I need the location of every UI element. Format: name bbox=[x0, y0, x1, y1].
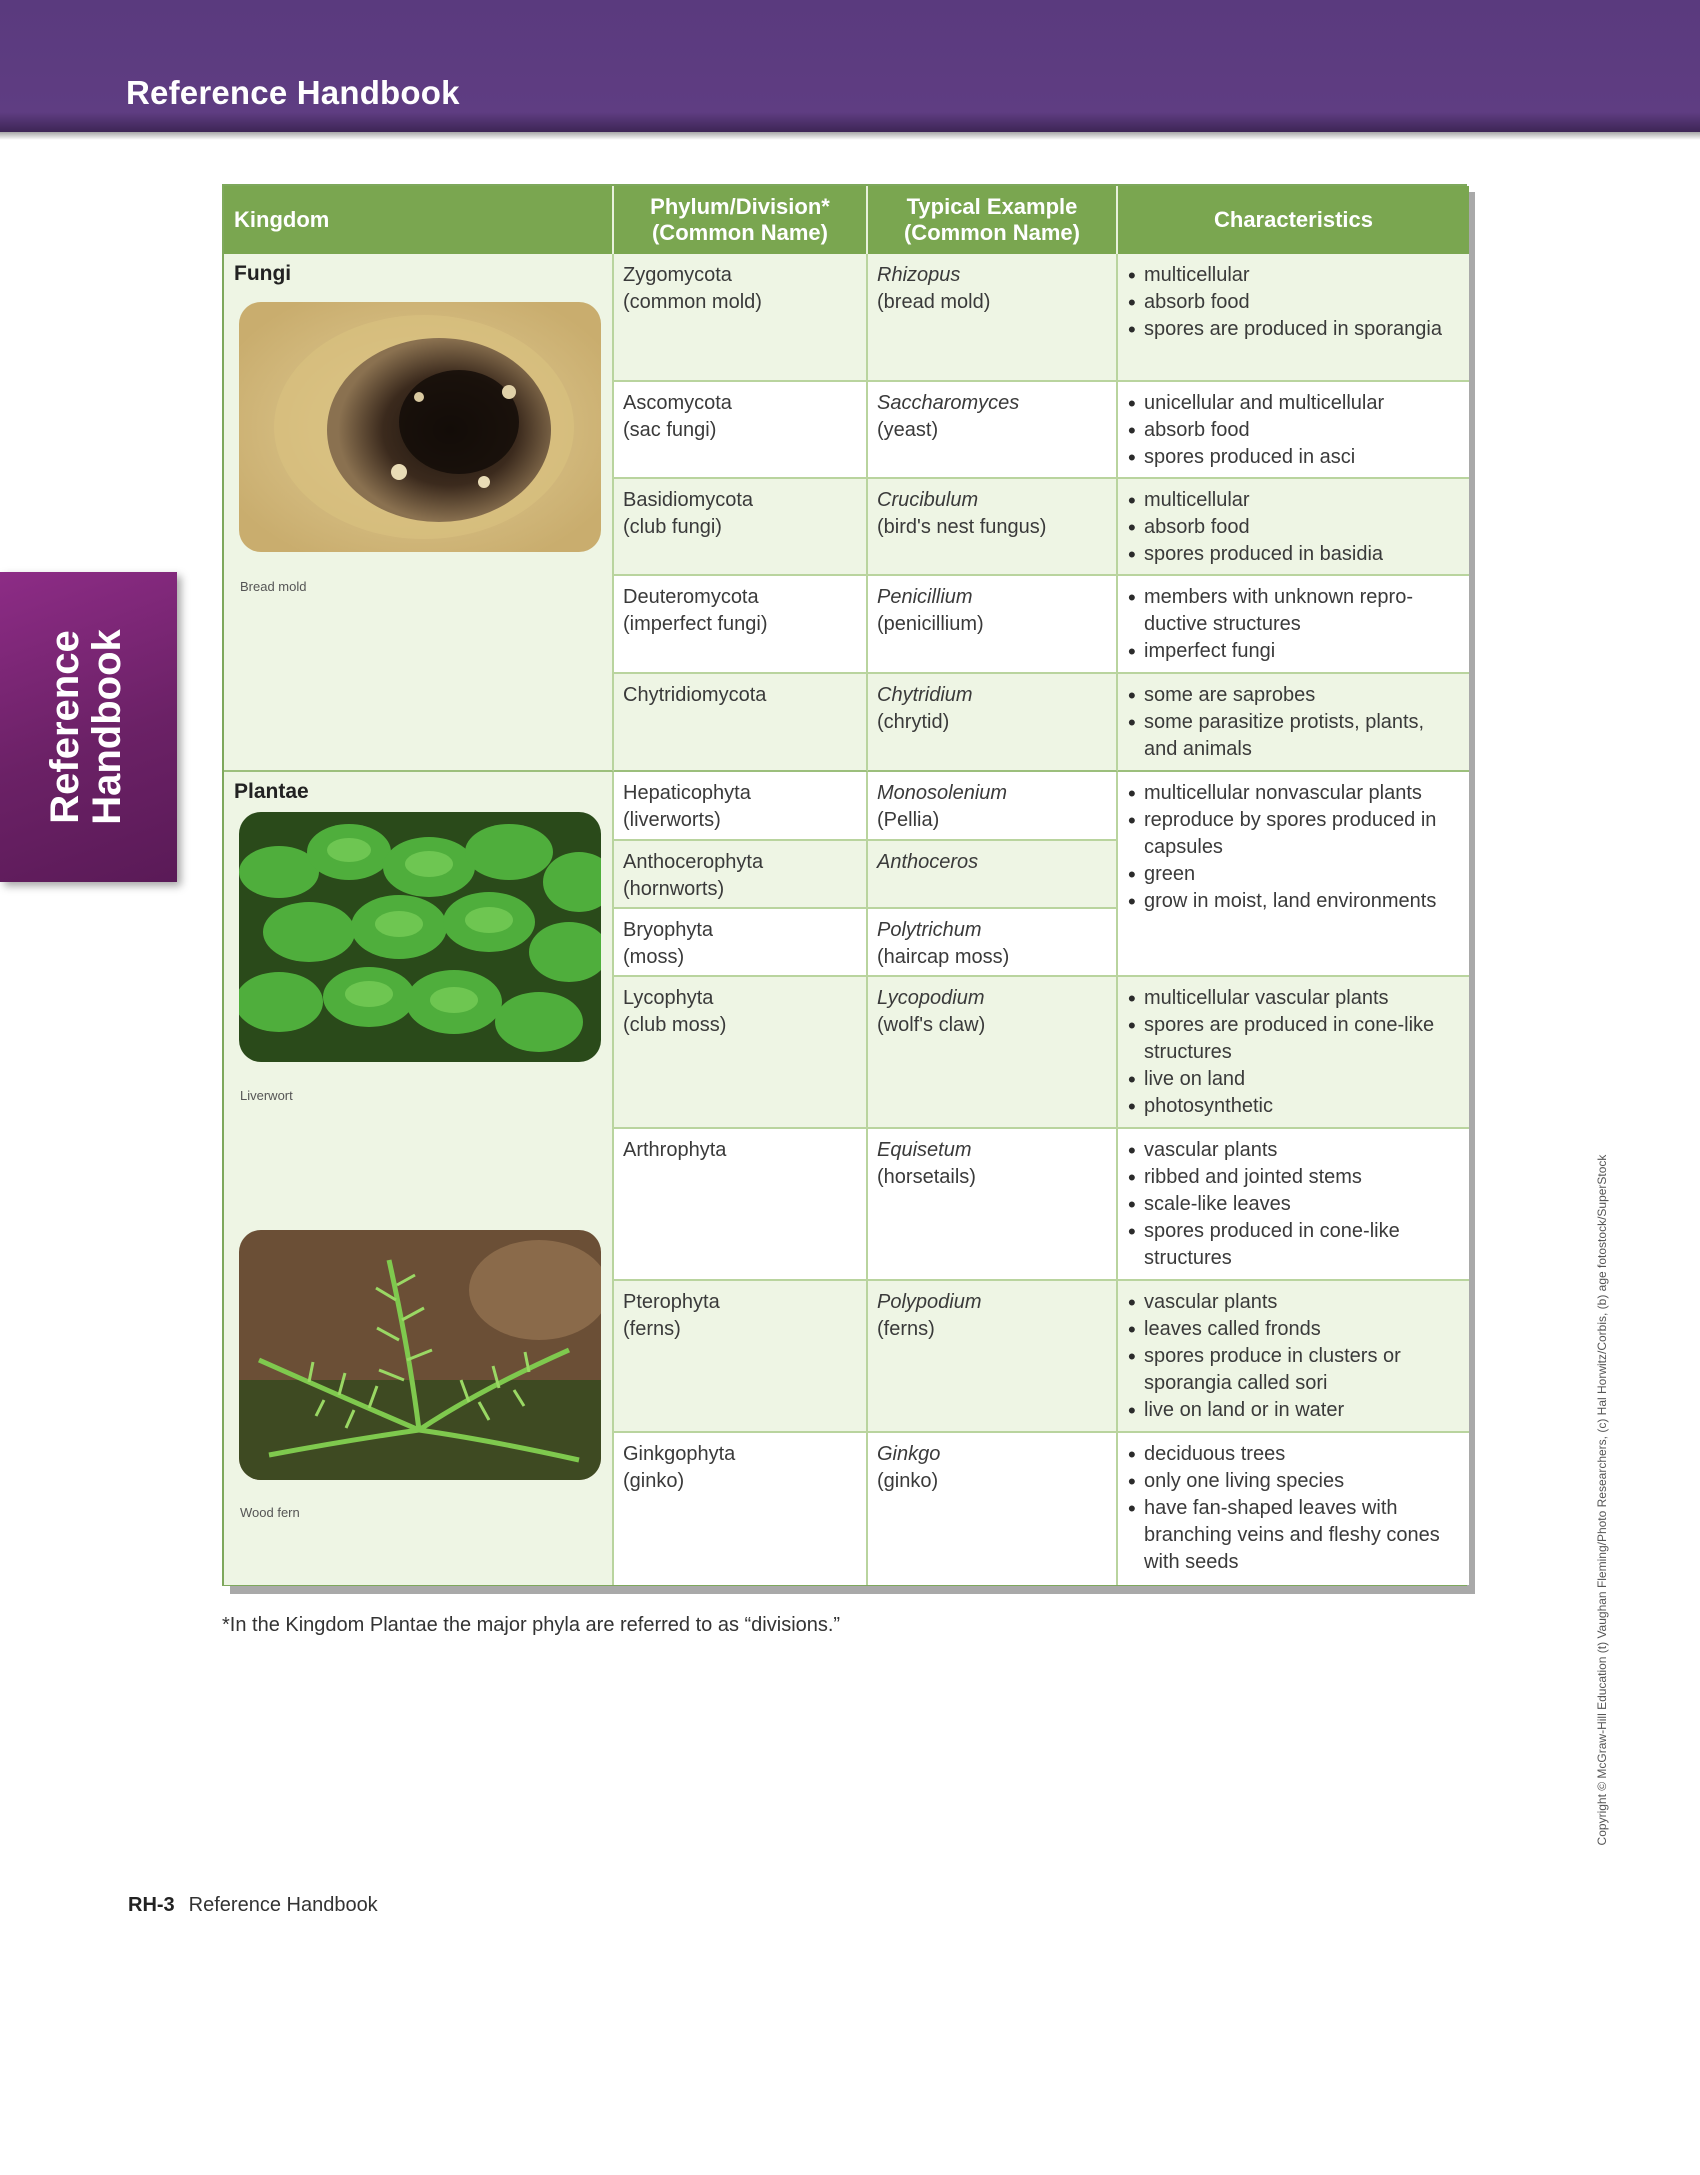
phylum-cell: Arthrophyta bbox=[614, 1129, 868, 1281]
characteristic-item: • spores produced in cone-like structures bbox=[1127, 1218, 1461, 1272]
example-cell: Equisetum (horsetails) bbox=[868, 1129, 1118, 1281]
characteristic-item: • live on land bbox=[1127, 1066, 1461, 1093]
characteristic-item: • green bbox=[1127, 861, 1461, 888]
characteristic-item: • spores produce in clusters or sporangia called sori bbox=[1127, 1343, 1461, 1397]
characteristic-item: • spores are produced in sporangia bbox=[1127, 316, 1461, 343]
kingdom-plantae bbox=[224, 772, 614, 1585]
characteristic-item: • spores produced in basidia bbox=[1127, 541, 1461, 568]
phylum-cell: Lycophyta (club moss) bbox=[614, 977, 868, 1129]
example-cell: Rhizopus (bread mold) bbox=[868, 254, 1118, 382]
photo-caption: Wood fern bbox=[240, 1505, 300, 1520]
characteristic-item: • ribbed and jointed stems bbox=[1127, 1164, 1461, 1191]
characteristic-item: • members with unknown repro- ductive structures bbox=[1127, 584, 1461, 638]
phylum-cell: Pterophyta (ferns) bbox=[614, 1281, 868, 1433]
characteristics-cell bbox=[1118, 977, 1469, 1129]
characteristic-item: • live on land or in water bbox=[1127, 1397, 1461, 1424]
characteristic-item: • have fan-shaped leaves with branching veins and fleshy cones with seeds bbox=[1127, 1495, 1461, 1576]
liverwort-photo bbox=[239, 812, 601, 1062]
photo-caption: Bread mold bbox=[240, 579, 307, 594]
example-cell: Saccharomyces (yeast) bbox=[868, 382, 1118, 479]
characteristic-item: • scale-like leaves bbox=[1127, 1191, 1461, 1218]
characteristics-cell bbox=[1118, 1433, 1469, 1585]
table-grid bbox=[222, 184, 1467, 1586]
example-cell: Chytridium (chrytid) bbox=[868, 674, 1118, 772]
phylum-cell: Zygomycota (common mold) bbox=[614, 254, 868, 382]
phylum-cell: Basidiomycota (club fungi) bbox=[614, 479, 868, 576]
characteristic-item: • absorb food bbox=[1127, 514, 1461, 541]
phylum-cell: Hepaticophyta (liverworts) bbox=[614, 772, 868, 841]
characteristic-item: • vascular plants bbox=[1127, 1137, 1461, 1164]
characteristic-item: • multicellular vascular plants bbox=[1127, 985, 1461, 1012]
phylum-cell: Anthocerophyta (hornworts) bbox=[614, 841, 868, 909]
characteristic-item: • absorb food bbox=[1127, 289, 1461, 316]
characteristic-item: • vascular plants bbox=[1127, 1289, 1461, 1316]
photo-credit: Copyright © McGraw-Hill Education (t) Vaughan Fleming/Photo Researchers, (c) Hal Horwitz/Corbis, (b) age fotostock/SuperStock bbox=[1595, 1154, 1609, 1846]
example-cell: Monosolenium (Pellia) bbox=[868, 772, 1118, 841]
page-number: RH-3 bbox=[128, 1894, 175, 1916]
characteristic-item: • only one living species bbox=[1127, 1468, 1461, 1495]
wood-fern-image bbox=[239, 1230, 601, 1480]
bread-mold-photo bbox=[239, 302, 601, 552]
page-section: Reference Handbook bbox=[188, 1894, 378, 1916]
characteristics-cell bbox=[1118, 576, 1469, 674]
characteristic-item: • some are saprobes bbox=[1127, 682, 1461, 709]
classification-table bbox=[222, 184, 1467, 1586]
example-cell: Lycopodium (wolf's claw) bbox=[868, 977, 1118, 1129]
characteristic-item: • spores are produced in cone-like structures bbox=[1127, 1012, 1461, 1066]
kingdom-fungi bbox=[224, 254, 614, 772]
characteristics-cell bbox=[1118, 254, 1469, 382]
photo-caption: Liverwort bbox=[240, 1088, 293, 1103]
example-cell: Ginkgo (ginko) bbox=[868, 1433, 1118, 1585]
characteristics-cell bbox=[1118, 479, 1469, 576]
header-title: Reference Handbook bbox=[126, 74, 460, 111]
header-example: Typical Example (Common Name) bbox=[868, 186, 1118, 254]
header-kingdom: Kingdom bbox=[224, 186, 614, 254]
characteristic-item: • multicellular bbox=[1127, 262, 1461, 289]
example-cell: Polytrichum (haircap moss) bbox=[868, 909, 1118, 977]
phylum-cell: Bryophyta (moss) bbox=[614, 909, 868, 977]
characteristic-item: • multicellular bbox=[1127, 487, 1461, 514]
example-cell: Crucibulum (bird's nest fungus) bbox=[868, 479, 1118, 576]
phylum-cell: Ascomycota (sac fungi) bbox=[614, 382, 868, 479]
characteristic-item: • multicellular nonvascular plants bbox=[1127, 780, 1461, 807]
example-cell: Penicillium (penicillium) bbox=[868, 576, 1118, 674]
side-tab-label: Reference Handbook bbox=[43, 629, 129, 825]
characteristics-cell bbox=[1118, 772, 1469, 977]
characteristic-item: • grow in moist, land environments bbox=[1127, 888, 1461, 915]
header-band bbox=[0, 0, 1700, 132]
kingdom-name: Plantae bbox=[234, 780, 309, 803]
characteristic-item: • unicellular and multicellular bbox=[1127, 390, 1461, 417]
characteristics-cell bbox=[1118, 1281, 1469, 1433]
characteristic-item: • imperfect fungi bbox=[1127, 638, 1461, 665]
characteristic-item: • spores produced in asci bbox=[1127, 444, 1461, 471]
phylum-cell: Deuteromycota (imperfect fungi) bbox=[614, 576, 868, 674]
characteristic-item: • deciduous trees bbox=[1127, 1441, 1461, 1468]
bread-mold-image bbox=[239, 302, 601, 552]
phylum-cell: Chytridiomycota bbox=[614, 674, 868, 772]
characteristic-item: • absorb food bbox=[1127, 417, 1461, 444]
header-phylum: Phylum/Division* (Common Name) bbox=[614, 186, 868, 254]
phylum-cell: Ginkgophyta (ginko) bbox=[614, 1433, 868, 1585]
characteristic-item: • reproduce by spores produced in capsules bbox=[1127, 807, 1461, 861]
header-characteristics: Characteristics bbox=[1118, 186, 1469, 254]
wood-fern-photo bbox=[239, 1230, 601, 1480]
characteristics-cell bbox=[1118, 674, 1469, 772]
page-label bbox=[128, 1894, 378, 1917]
characteristic-item: • some parasitize protists, plants, and animals bbox=[1127, 709, 1461, 763]
characteristic-item: • leaves called fronds bbox=[1127, 1316, 1461, 1343]
kingdom-name: Fungi bbox=[234, 262, 292, 285]
example-cell: Anthoceros bbox=[868, 841, 1118, 909]
liverwort-image bbox=[239, 812, 601, 1062]
characteristics-cell bbox=[1118, 382, 1469, 479]
example-cell: Polypodium (ferns) bbox=[868, 1281, 1118, 1433]
characteristic-item: • photosynthetic bbox=[1127, 1093, 1461, 1120]
characteristics-cell bbox=[1118, 1129, 1469, 1281]
footnote: *In the Kingdom Plantae the major phyla are referred to as “divisions.” bbox=[222, 1614, 841, 1636]
